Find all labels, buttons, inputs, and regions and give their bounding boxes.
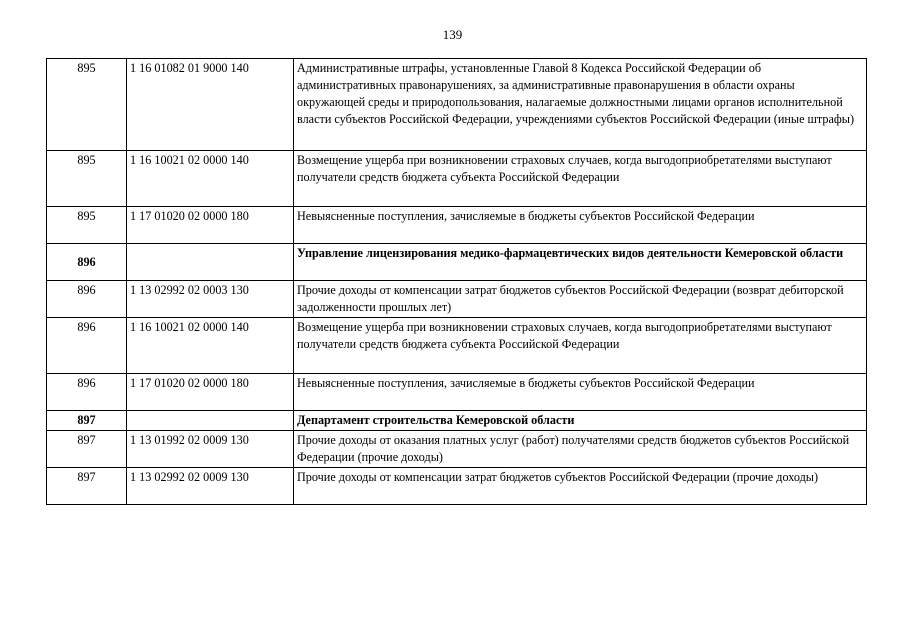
admin-code-cell: 895 bbox=[47, 207, 127, 244]
table-row bbox=[47, 374, 867, 411]
table-row bbox=[47, 59, 867, 151]
description-cell: Возмещение ущерба при возникновении страховых случаев, когда выгодоприобретателями выступают получатели средств бюджета субъекта Российской Федерации bbox=[294, 318, 867, 374]
description-cell: Прочие доходы от компенсации затрат бюджетов субъектов Российской Федерации (прочие доходы) bbox=[294, 468, 867, 505]
admin-code-cell: 896 bbox=[47, 281, 127, 318]
page-number: 139 bbox=[442, 27, 463, 42]
table-row bbox=[47, 468, 867, 505]
budget-code-cell: 1 17 01020 02 0000 180 bbox=[127, 207, 294, 244]
budget-code-cell bbox=[127, 244, 294, 281]
table-row bbox=[47, 318, 867, 374]
section-header-row bbox=[47, 411, 867, 431]
budget-code-cell: 1 17 01020 02 0000 180 bbox=[127, 374, 294, 411]
admin-code-cell: 896 bbox=[47, 374, 127, 411]
admin-code-cell: 896 bbox=[47, 318, 127, 374]
budget-code-cell: 1 16 10021 02 0000 140 bbox=[127, 318, 294, 374]
section-title-cell: Управление лицензирования медико-фармацевтических видов деятельности Кемеровской области bbox=[294, 244, 867, 281]
budget-code-cell: 1 16 01082 01 9000 140 bbox=[127, 59, 294, 151]
description-cell: Невыясненные поступления, зачисляемые в бюджеты субъектов Российской Федерации bbox=[294, 374, 867, 411]
table-row bbox=[47, 207, 867, 244]
description-cell: Прочие доходы от компенсации затрат бюджетов субъектов Российской Федерации (возврат дебиторской задолженности прошлых лет) bbox=[294, 281, 867, 318]
admin-code-cell: 897 bbox=[47, 411, 127, 431]
table-row bbox=[47, 431, 867, 468]
budget-code-cell bbox=[127, 411, 294, 431]
budget-code-cell: 1 13 01992 02 0009 130 bbox=[127, 431, 294, 468]
section-header-row bbox=[47, 244, 867, 281]
description-cell: Невыясненные поступления, зачисляемые в бюджеты субъектов Российской Федерации bbox=[294, 207, 867, 244]
description-cell: Прочие доходы от оказания платных услуг (работ) получателями средств бюджетов субъектов Российской Федерации (прочие доходы) bbox=[294, 431, 867, 468]
revenue-codes-table bbox=[46, 58, 867, 505]
admin-code-cell: 895 bbox=[47, 59, 127, 151]
admin-code-cell: 895 bbox=[47, 151, 127, 207]
table-row bbox=[47, 151, 867, 207]
budget-code-cell: 1 13 02992 02 0003 130 bbox=[127, 281, 294, 318]
section-title-cell: Департамент строительства Кемеровской области bbox=[294, 411, 867, 431]
admin-code-cell: 896 bbox=[47, 244, 127, 281]
budget-code-cell: 1 16 10021 02 0000 140 bbox=[127, 151, 294, 207]
description-cell: Административные штрафы, установленные Главой 8 Кодекса Российской Федерации об административных правонарушениях, за административные правонарушения в области охраны окружающей среды и природопользования, налагаемые должностными лицами органов исполнительной власти субъектов Российской Федерации, учреждениями субъектов Российской Федерации (иные штрафы) bbox=[294, 59, 867, 151]
admin-code-cell: 897 bbox=[47, 468, 127, 505]
budget-code-cell: 1 13 02992 02 0009 130 bbox=[127, 468, 294, 505]
table-row bbox=[47, 281, 867, 318]
description-cell: Возмещение ущерба при возникновении страховых случаев, когда выгодоприобретателями выступают получатели средств бюджета субъекта Российской Федерации bbox=[294, 151, 867, 207]
admin-code-cell: 897 bbox=[47, 431, 127, 468]
